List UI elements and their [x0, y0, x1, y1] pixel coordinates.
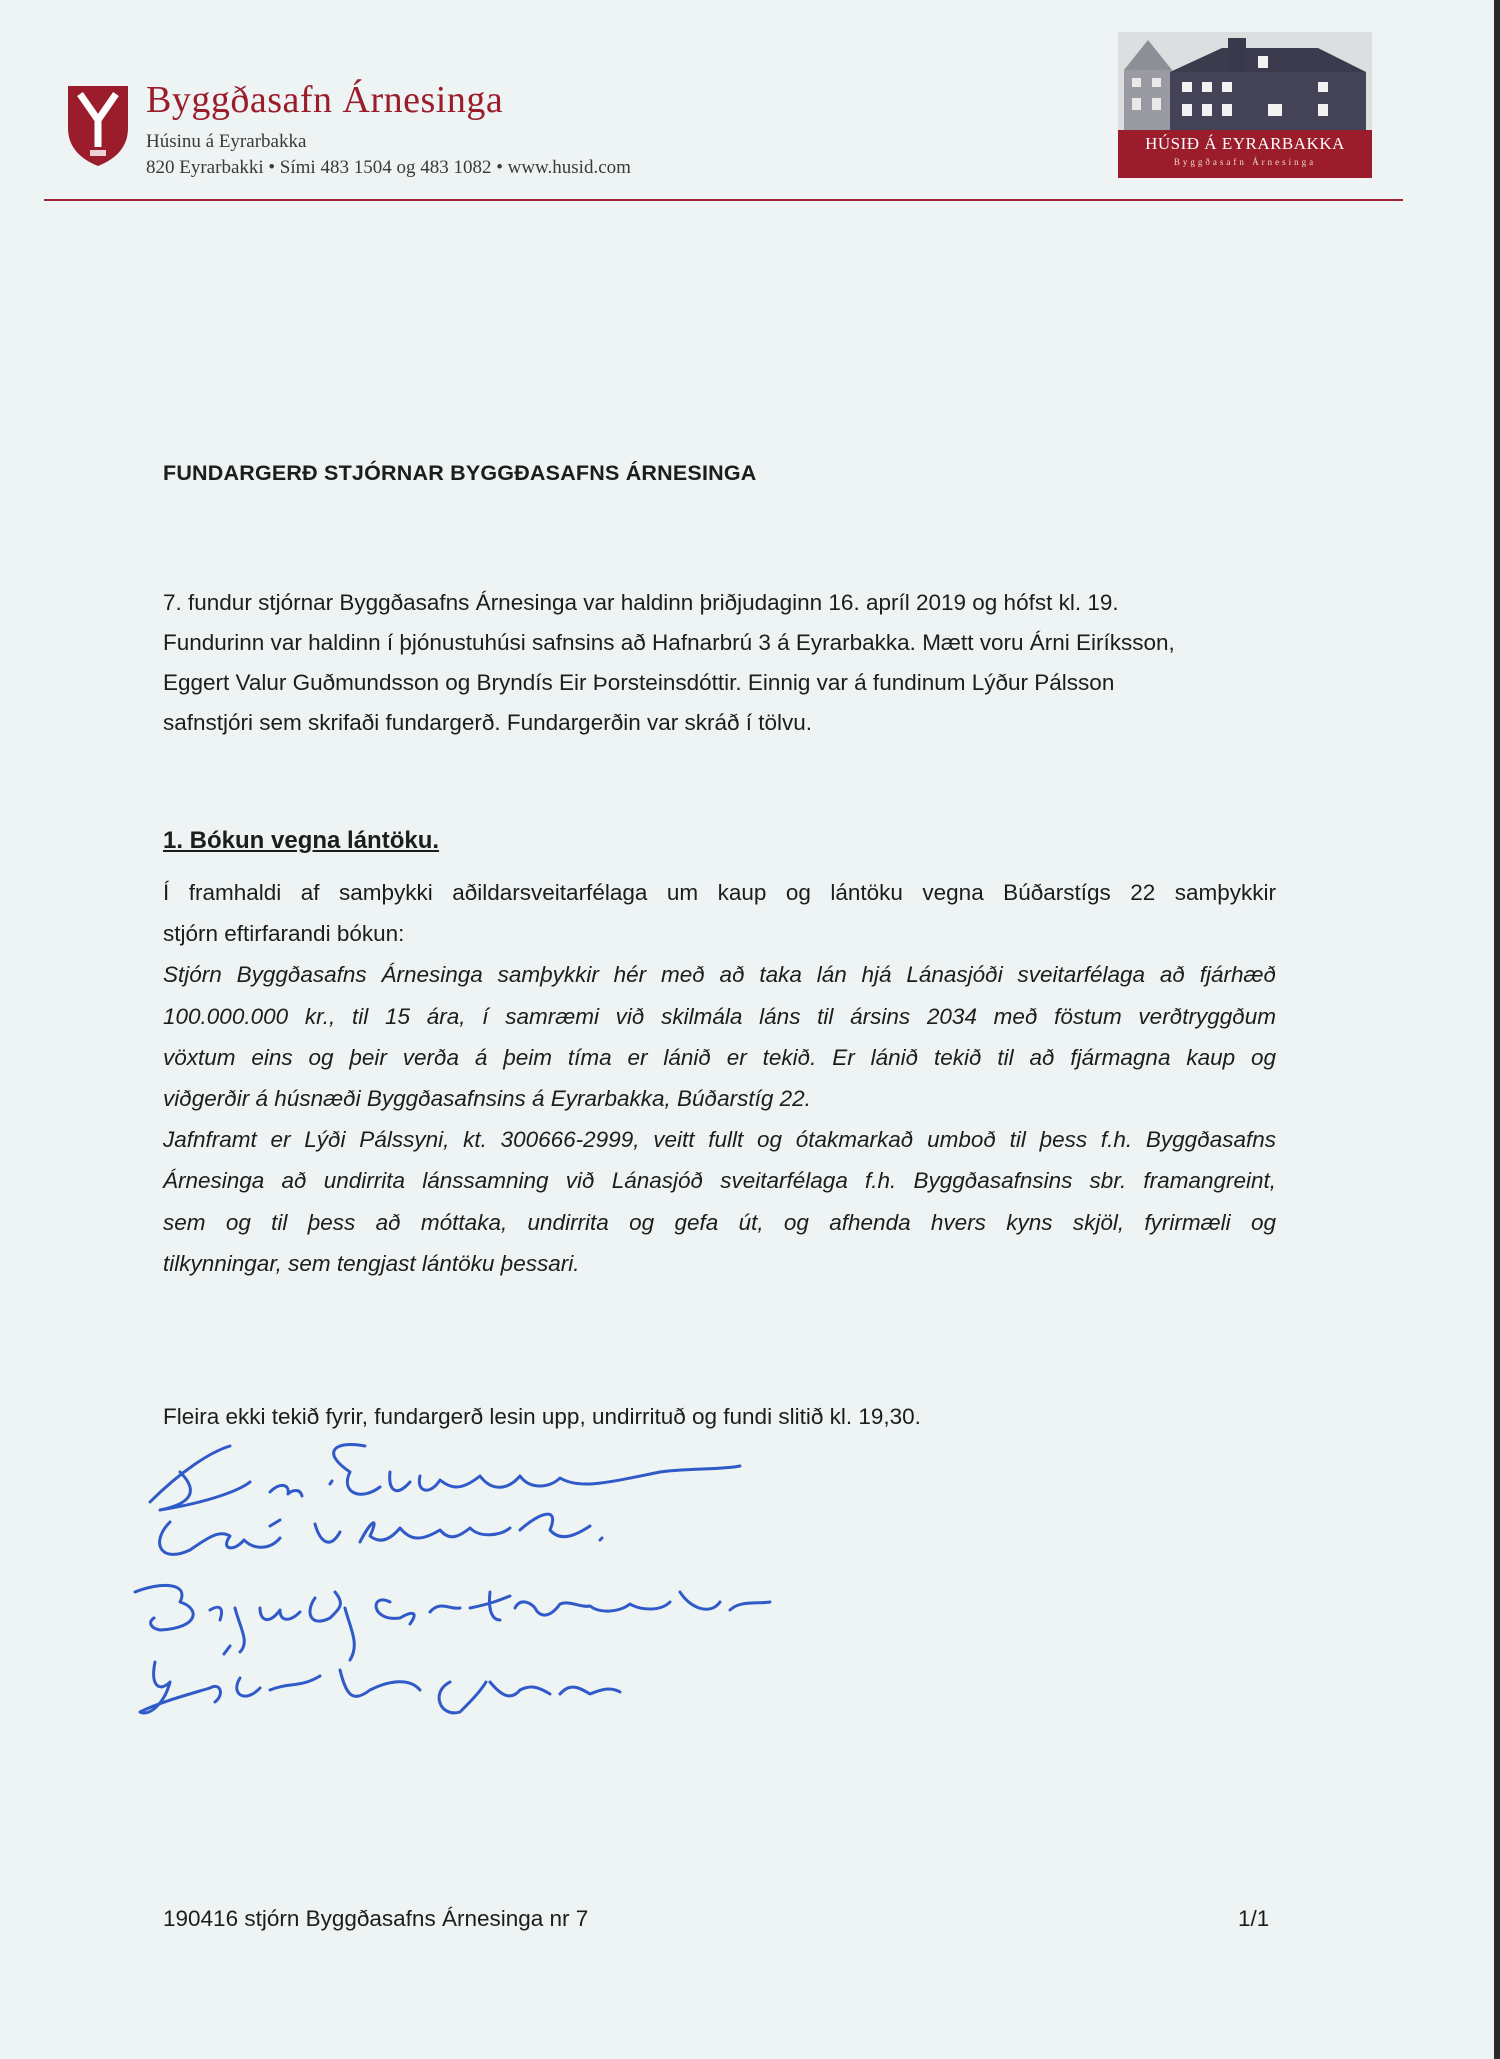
letterhead-divider	[44, 199, 1403, 201]
footer-reference: 190416 stjórn Byggðasafns Árnesinga nr 7	[163, 1906, 589, 1931]
signature-3	[135, 1585, 770, 1660]
letterhead-contact: 820 Eyrarbakki • Sími 483 1504 og 483 1082 • www.husid.com	[146, 157, 631, 178]
intro-line: Eggert Valur Guðmundsson og Bryndís Eir Þorsteinsdóttir. Einnig var á fundinum Lýður Pálsson	[163, 670, 1115, 695]
section-body	[163, 872, 1276, 1284]
scan-edge	[1494, 0, 1500, 2059]
signature-block	[120, 1432, 880, 1722]
document-title: FUNDARGERÐ STJÓRNAR BYGGÐASAFNS ÁRNESINGA	[163, 461, 757, 485]
house-logo-banner	[1118, 130, 1372, 178]
intro-line: Fundurinn var haldinn í þjónustuhúsi safnsins að Hafnarbrú 3 á Eyrarbakka. Mætt voru Árni Eiríksson,	[163, 630, 1175, 655]
intro-paragraph	[163, 583, 1283, 743]
house-logo-title: HÚSIÐ Á EYRARBAKKA	[1145, 134, 1345, 153]
intro-line: 7. fundur stjórnar Byggðasafns Árnesinga var haldinn þriðjudaginn 16. apríl 2019 og hófst kl. 19.	[163, 590, 1119, 615]
resolution-line: viðgerðir á húsnæði Byggðasafnsins á Eyrarbakka, Búðarstíg 22.	[163, 1086, 811, 1112]
resolution-line: vöxtum eins og þeir verða á þeim tíma er lánið er tekið. Er lánið tekið til að fjármagna kaup og	[163, 1044, 1276, 1070]
resolution-line: Jafnframt er Lýði Pálssyni, kt. 300666-2999, veitt fullt og ótakmarkað umboð til þess f.h. Byggðasafns	[163, 1127, 1276, 1153]
intro-line: safnstjóri sem skrifaði fundargerð. Fundargerðin var skráð í tölvu.	[163, 710, 813, 735]
house-logo-subtitle: Byggðasafn Árnesinga	[1173, 157, 1317, 167]
resolution-line: tilkynningar, sem tengjast lántöku þessari.	[163, 1250, 580, 1276]
resolution-line: Árnesinga að undirrita lánssamning við Lánasjóð sveitarfélaga f.h. Byggðasafnsins sbr. framangreint,	[163, 1168, 1276, 1194]
resolution-line: sem og til þess að móttaka, undirrita og gefa út, og afhenda hvers kyns skjöl, fyrirmæli og	[163, 1209, 1276, 1235]
letterhead-name: Byggðasafn Árnesinga	[146, 79, 504, 121]
letterhead-subtitle: Húsinu á Eyrarbakka	[146, 131, 307, 152]
signature-1	[150, 1444, 740, 1510]
signature-2	[160, 1514, 602, 1554]
resolution-line: 100.000.000 kr., til 15 ára, í samræmi við skilmála láns til ársins 2034 með föstum verðtryggðum	[163, 1003, 1276, 1029]
section-line: stjórn eftirfarandi bókun:	[163, 921, 405, 947]
section-line: Í framhaldi af samþykki aðildarsveitarfélaga um kaup og lántöku vegna Búðarstígs 22 samþykkir	[163, 880, 1276, 905]
section-heading: 1. Bókun vegna lántöku.	[163, 827, 440, 854]
closing-sentence: Fleira ekki tekið fyrir, fundargerð lesin upp, undirrituð og fundi slitið kl. 19,30.	[163, 1404, 921, 1429]
museum-logo-icon	[66, 84, 130, 168]
signature-4	[140, 1662, 620, 1713]
resolution-line: Stjórn Byggðasafns Árnesinga samþykkir hér með að taka lán hjá Lánasjóði sveitarfélaga að fjárhæð	[163, 962, 1276, 988]
page-number: 1/1	[1238, 1906, 1270, 1931]
